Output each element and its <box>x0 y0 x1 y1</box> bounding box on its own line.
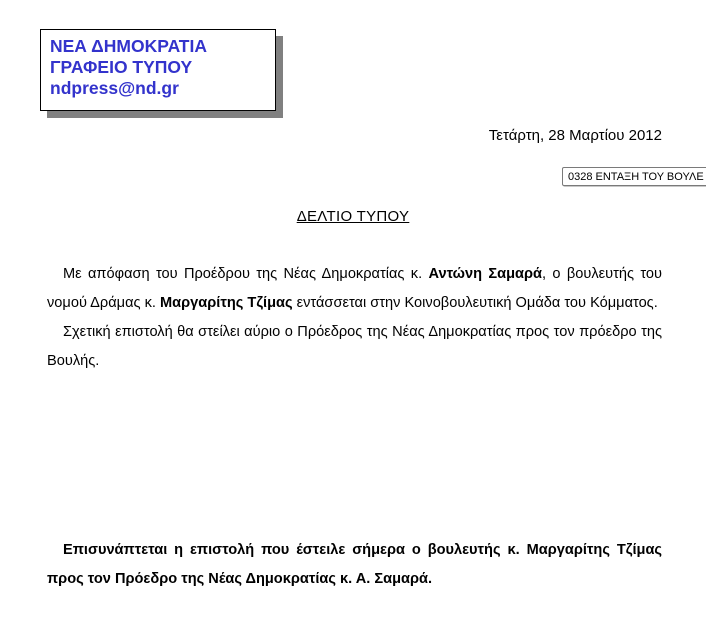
attachment-note: Επισυνάπτεται η επιστολή που έστειλε σήμερα ο βουλευτής κ. Μαργαρίτης Τζίμας προς τον Πρόεδρο της Νέας Δημοκρατίας κ. Α. Σαμαρά. <box>47 542 662 587</box>
office-name: ΓΡΑΦΕΙΟ ΤΥΠΟΥ <box>50 57 193 77</box>
paragraph-1-text-b: , ο βουλευτής του νομού Δράμας κ. <box>47 266 663 311</box>
release-date: Τετάρτη, 28 Μαρτίου 2012 <box>488 127 662 144</box>
paragraph-1-text-c: εντάσσεται στην Κοινοβουλευτική Ομάδα του Κόμματος. <box>292 295 658 311</box>
press-office-header-box <box>40 29 276 111</box>
paragraph-1 <box>47 260 662 318</box>
document-title-text: ΔΕΛΤΙΟ ΤΥΠΟΥ <box>296 208 410 225</box>
paragraph-2: Σχετική επιστολή θα στείλει αύριο ο Πρόεδρος της Νέας Δημοκρατίας προς τον πρόεδρο της Βουλής. <box>47 324 662 369</box>
paragraph-1-bold-president: Αντώνη Σαμαρά <box>428 266 542 282</box>
document-title <box>0 208 706 226</box>
paragraph-1-bold-mp: Μαργαρίτης Τζίμας <box>160 295 293 311</box>
party-name: ΝΕΑ ΔΗΜΟΚΡΑΤΙΑ <box>50 36 207 56</box>
office-email: ndpress@nd.gr <box>50 78 179 98</box>
file-reference-field[interactable]: 0328 ΕΝΤΑΞΗ ΤΟΥ ΒΟΥΛΕ <box>562 167 706 186</box>
press-release-body <box>47 260 662 376</box>
paragraph-1-text-a: Με απόφαση του Προέδρου της Νέας Δημοκρατίας κ. <box>63 266 429 282</box>
